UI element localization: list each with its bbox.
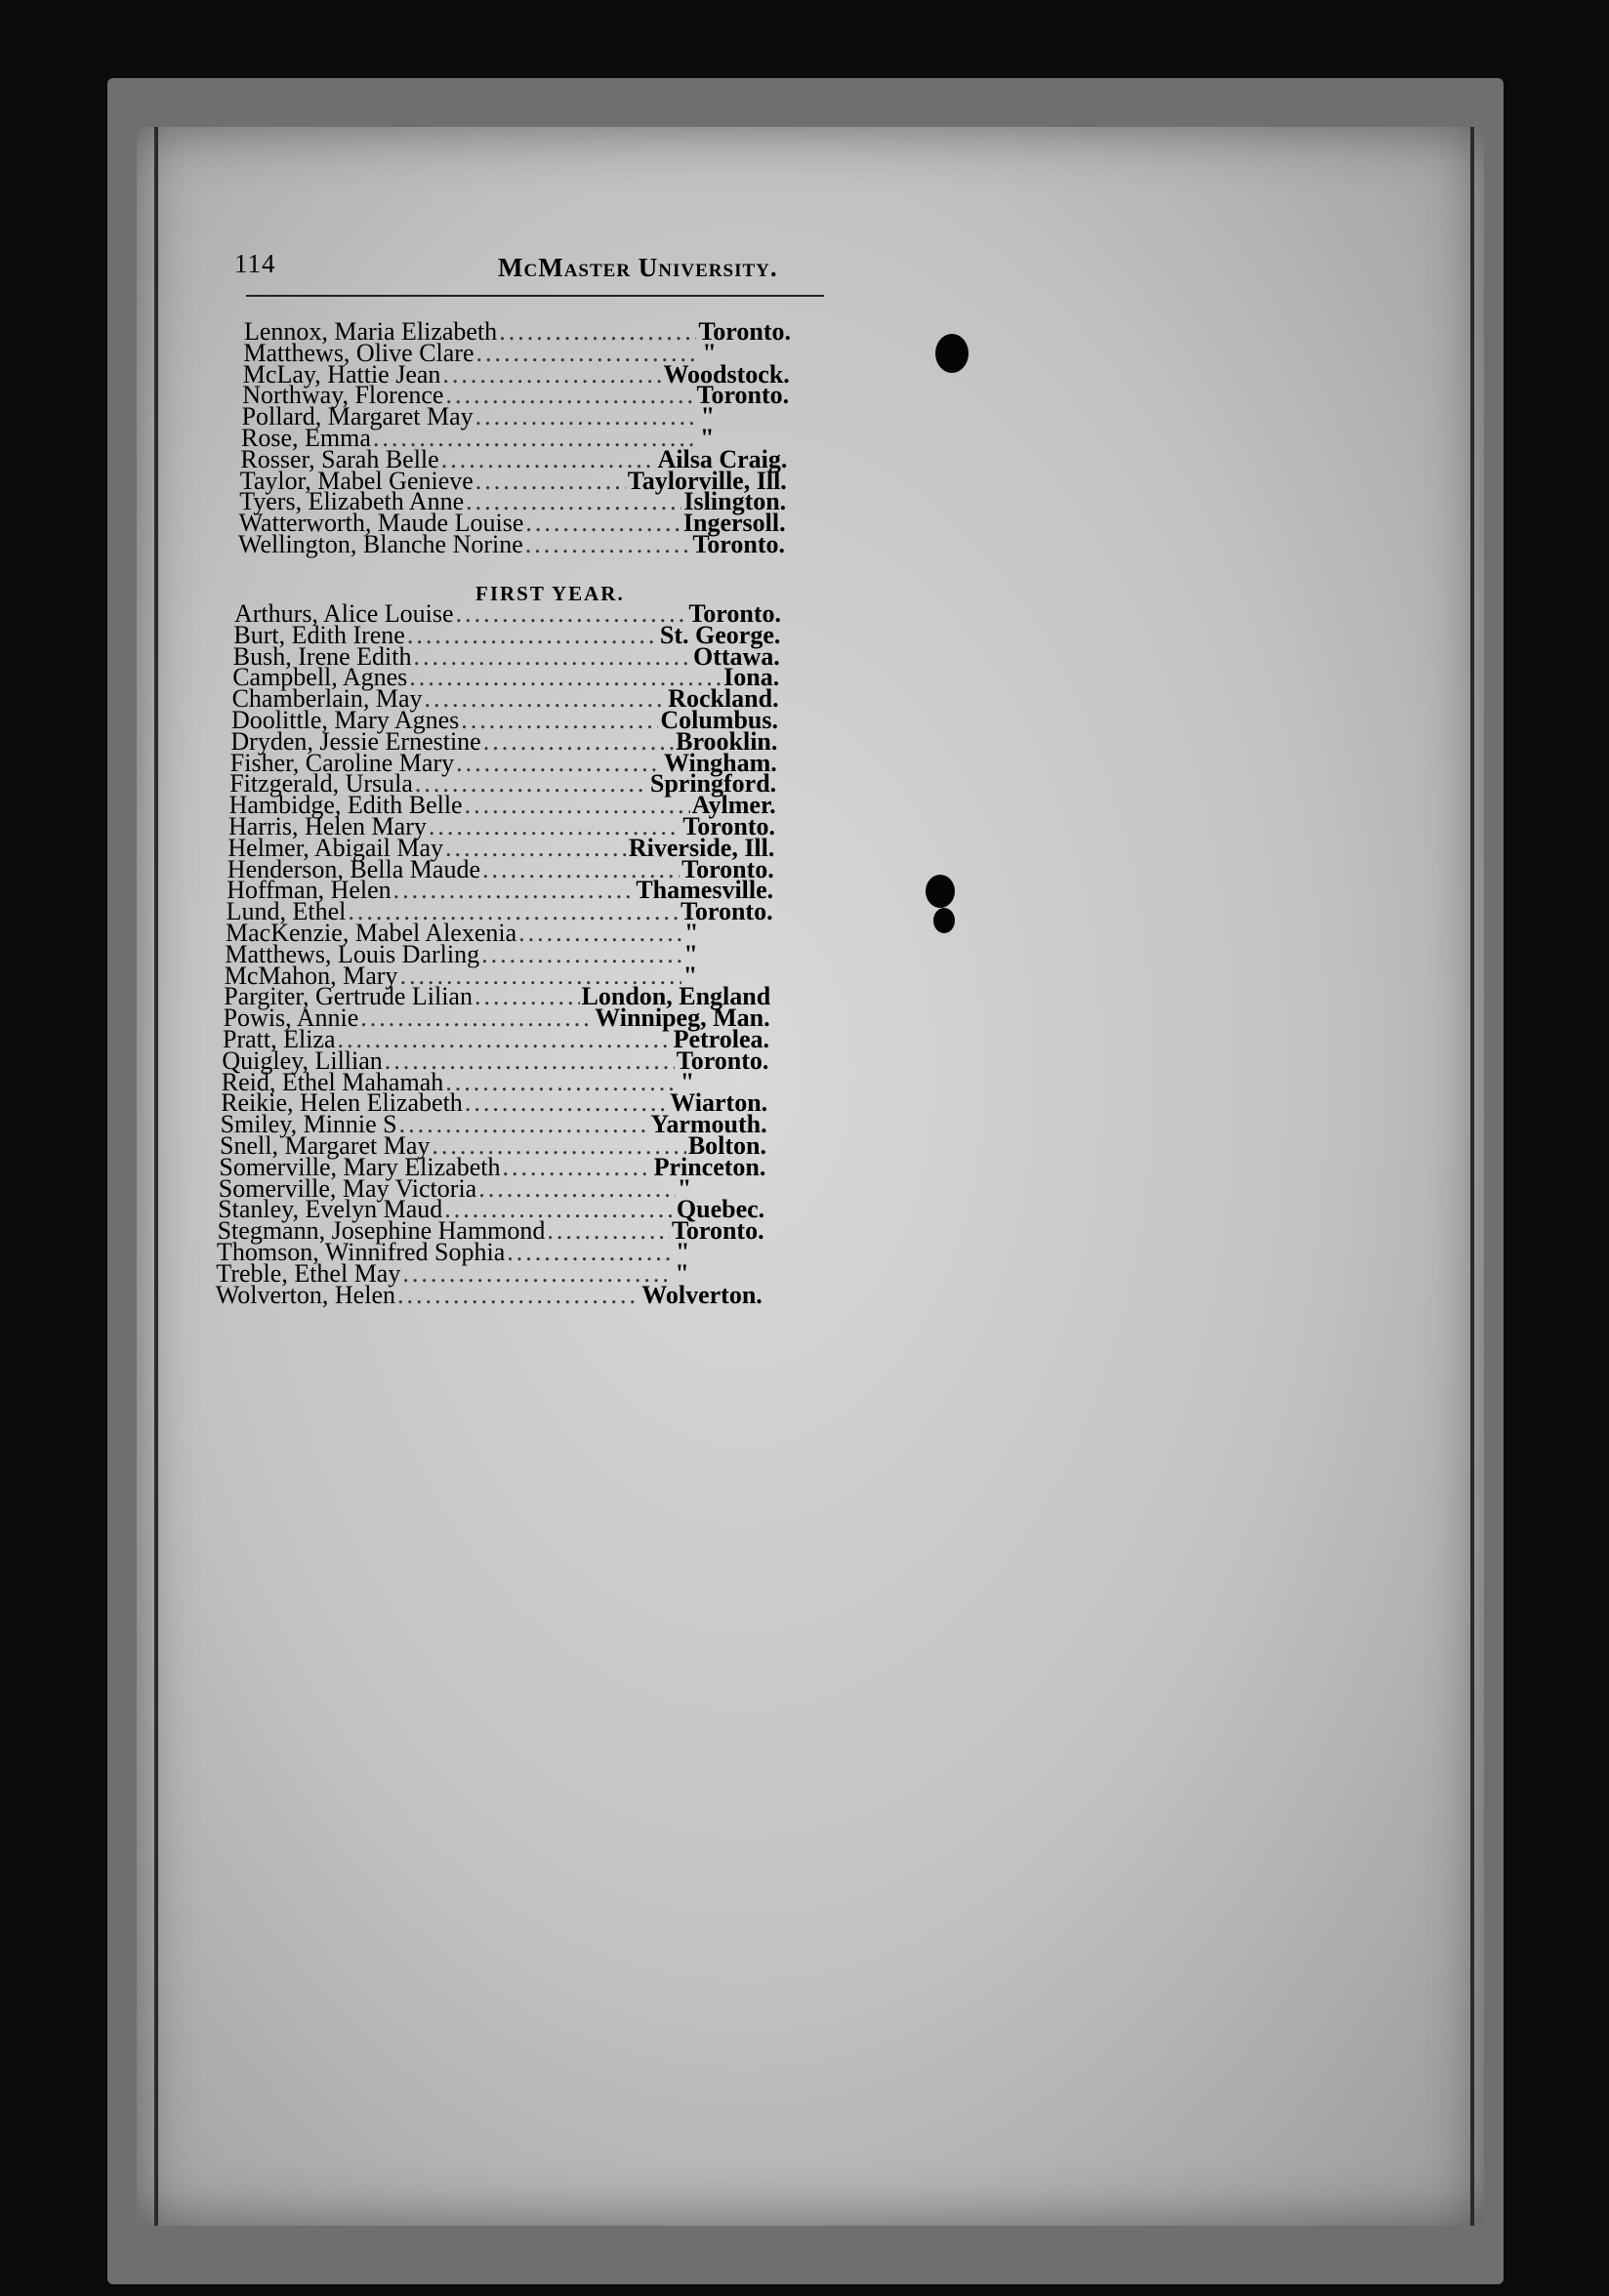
entry-name: McLay, Hattie Jean bbox=[242, 359, 441, 389]
entry-place: " bbox=[682, 961, 698, 990]
entry-place: Wiarton. bbox=[670, 1088, 768, 1118]
entry-place: Winnipeg, Man. bbox=[595, 1004, 770, 1033]
entry-place: " bbox=[683, 939, 698, 968]
list-item bbox=[216, 1281, 763, 1310]
entry-name: Fitzgerald, Ursula bbox=[229, 769, 413, 799]
page-title: McMaster University. bbox=[498, 253, 778, 282]
entry-place: Thamesville. bbox=[636, 876, 774, 905]
entry-place: " bbox=[700, 424, 715, 452]
entry-place: St. George. bbox=[659, 620, 781, 649]
entry-name: Arthurs, Alice Louise bbox=[234, 599, 454, 628]
entry-place: Ailsa Craig. bbox=[657, 444, 788, 473]
entry-name: Matthews, Louis Darling bbox=[225, 939, 480, 968]
entry-name: Hambidge, Edith Belle bbox=[228, 791, 463, 820]
entry-place: Brooklin. bbox=[676, 726, 778, 756]
entry-place: " bbox=[684, 919, 699, 947]
entry-name: Northway, Florence bbox=[242, 381, 444, 410]
entry-name: Wolverton, Helen bbox=[215, 1280, 395, 1309]
entry-place: " bbox=[680, 1067, 695, 1096]
entry-place: Bolton. bbox=[687, 1131, 766, 1160]
entry-place: Taylorville, Ill. bbox=[627, 466, 787, 495]
ink-spot bbox=[935, 334, 969, 373]
entry-place: Toronto. bbox=[681, 854, 774, 883]
entry-name: Taylor, Mabel Genieve bbox=[239, 466, 474, 495]
section-heading-first-year: FIRST YEAR. bbox=[475, 582, 625, 605]
entry-name: Treble, Ethel May bbox=[216, 1258, 401, 1288]
page-number: 114 bbox=[234, 249, 276, 278]
entry-place: Wolverton. bbox=[641, 1280, 763, 1309]
entry-place: London, England bbox=[581, 982, 771, 1011]
entry-place: Toronto. bbox=[680, 897, 773, 926]
entry-place: " bbox=[676, 1238, 690, 1266]
entry-name: Burt, Edith Irene bbox=[233, 620, 405, 649]
entry-name: Henderson, Bella Maude bbox=[227, 854, 480, 883]
entry-place: Aylmer. bbox=[691, 791, 776, 820]
entry-place: Wingham. bbox=[663, 748, 777, 777]
entry-place: Yarmouth. bbox=[650, 1110, 767, 1139]
entry-name: Dryden, Jessie Ernestine bbox=[230, 726, 481, 756]
entry-place: Toronto. bbox=[682, 812, 775, 840]
entry-place: Columbus. bbox=[660, 706, 778, 734]
entry-name: Pollard, Margaret May bbox=[241, 402, 474, 431]
entry-name: McMahon, Mary bbox=[224, 961, 398, 990]
ink-spot bbox=[933, 908, 955, 933]
entry-name: Rose, Emma bbox=[241, 424, 371, 452]
entry-name: Doolittle, Mary Agnes bbox=[231, 706, 460, 734]
entry-name: Matthews, Olive Clare bbox=[243, 338, 474, 367]
entry-place: " bbox=[675, 1258, 689, 1288]
entry-place: Toronto. bbox=[671, 1216, 764, 1246]
entry-name: Somerville, May Victoria bbox=[218, 1173, 477, 1203]
entry-name: Thomson, Winnifred Sophia bbox=[217, 1238, 506, 1266]
entry-place: " bbox=[700, 402, 716, 431]
entry-name: Rosser, Sarah Belle bbox=[240, 444, 439, 473]
entry-place: Islington. bbox=[683, 487, 787, 516]
entry-name: Chamberlain, May bbox=[231, 684, 423, 714]
entry-place: Toronto. bbox=[688, 599, 781, 628]
entry-name: Reikie, Helen Elizabeth bbox=[221, 1088, 463, 1118]
entry-place: Toronto. bbox=[698, 317, 791, 346]
entry-place: " bbox=[702, 338, 717, 367]
entry-name: Fisher, Caroline Mary bbox=[229, 748, 455, 777]
entry-name: Harris, Helen Mary bbox=[228, 812, 427, 840]
entry-name: Watterworth, Maude Louise bbox=[238, 509, 524, 538]
entry-name: Hoffman, Helen bbox=[227, 876, 392, 905]
entry-place: Toronto. bbox=[676, 1046, 769, 1075]
entry-name: Lennox, Maria Elizabeth bbox=[244, 317, 498, 346]
entry-name: Lund, Ethel bbox=[226, 897, 347, 926]
entry-place: Woodstock. bbox=[663, 359, 790, 389]
ink-spot bbox=[926, 875, 955, 908]
entry-name: Campbell, Agnes bbox=[232, 663, 408, 692]
entry-name: Bush, Irene Edith bbox=[232, 641, 412, 671]
entry-place: Toronto. bbox=[696, 381, 790, 410]
entry-place: Springford. bbox=[649, 769, 777, 799]
entry-place: Rockland. bbox=[668, 684, 779, 714]
entry-name: Tyers, Elizabeth Anne bbox=[239, 487, 465, 516]
entry-place: Princeton. bbox=[653, 1152, 766, 1181]
entry-name: Helmer, Abigail May bbox=[227, 833, 444, 862]
entry-name: Wellington, Blanche Norine bbox=[238, 530, 523, 558]
entry-place: Ottawa. bbox=[692, 641, 780, 671]
entry-place: Petrolea. bbox=[673, 1025, 769, 1053]
entry-name: Pargiter, Gertrude Lilian bbox=[224, 982, 473, 1011]
entry-name: Reid, Ethel Mahamah bbox=[221, 1067, 444, 1096]
entry-name: Smiley, Minnie S bbox=[220, 1110, 397, 1139]
entry-place: Riverside, Ill. bbox=[628, 833, 775, 862]
entry-name: Powis, Annie bbox=[223, 1004, 359, 1033]
entry-place: Toronto. bbox=[692, 530, 785, 558]
entry-place: Quebec. bbox=[676, 1195, 765, 1224]
entry-place: Iona. bbox=[723, 663, 780, 692]
entry-name: MacKenzie, Mabel Alexenia bbox=[226, 919, 517, 947]
dot-leader bbox=[397, 1281, 639, 1310]
entry-name: Stegmann, Josephine Hammond bbox=[217, 1216, 546, 1246]
entry-name: Pratt, Eliza bbox=[223, 1025, 336, 1053]
entry-place: " bbox=[677, 1173, 692, 1203]
entry-name: Somerville, Mary Elizabeth bbox=[219, 1152, 501, 1181]
entry-name: Stanley, Evelyn Maud bbox=[218, 1195, 443, 1224]
entry-name: Snell, Margaret May bbox=[220, 1131, 431, 1160]
entry-place: Ingersoll. bbox=[682, 509, 786, 538]
entry-name: Quigley, Lillian bbox=[222, 1046, 383, 1075]
